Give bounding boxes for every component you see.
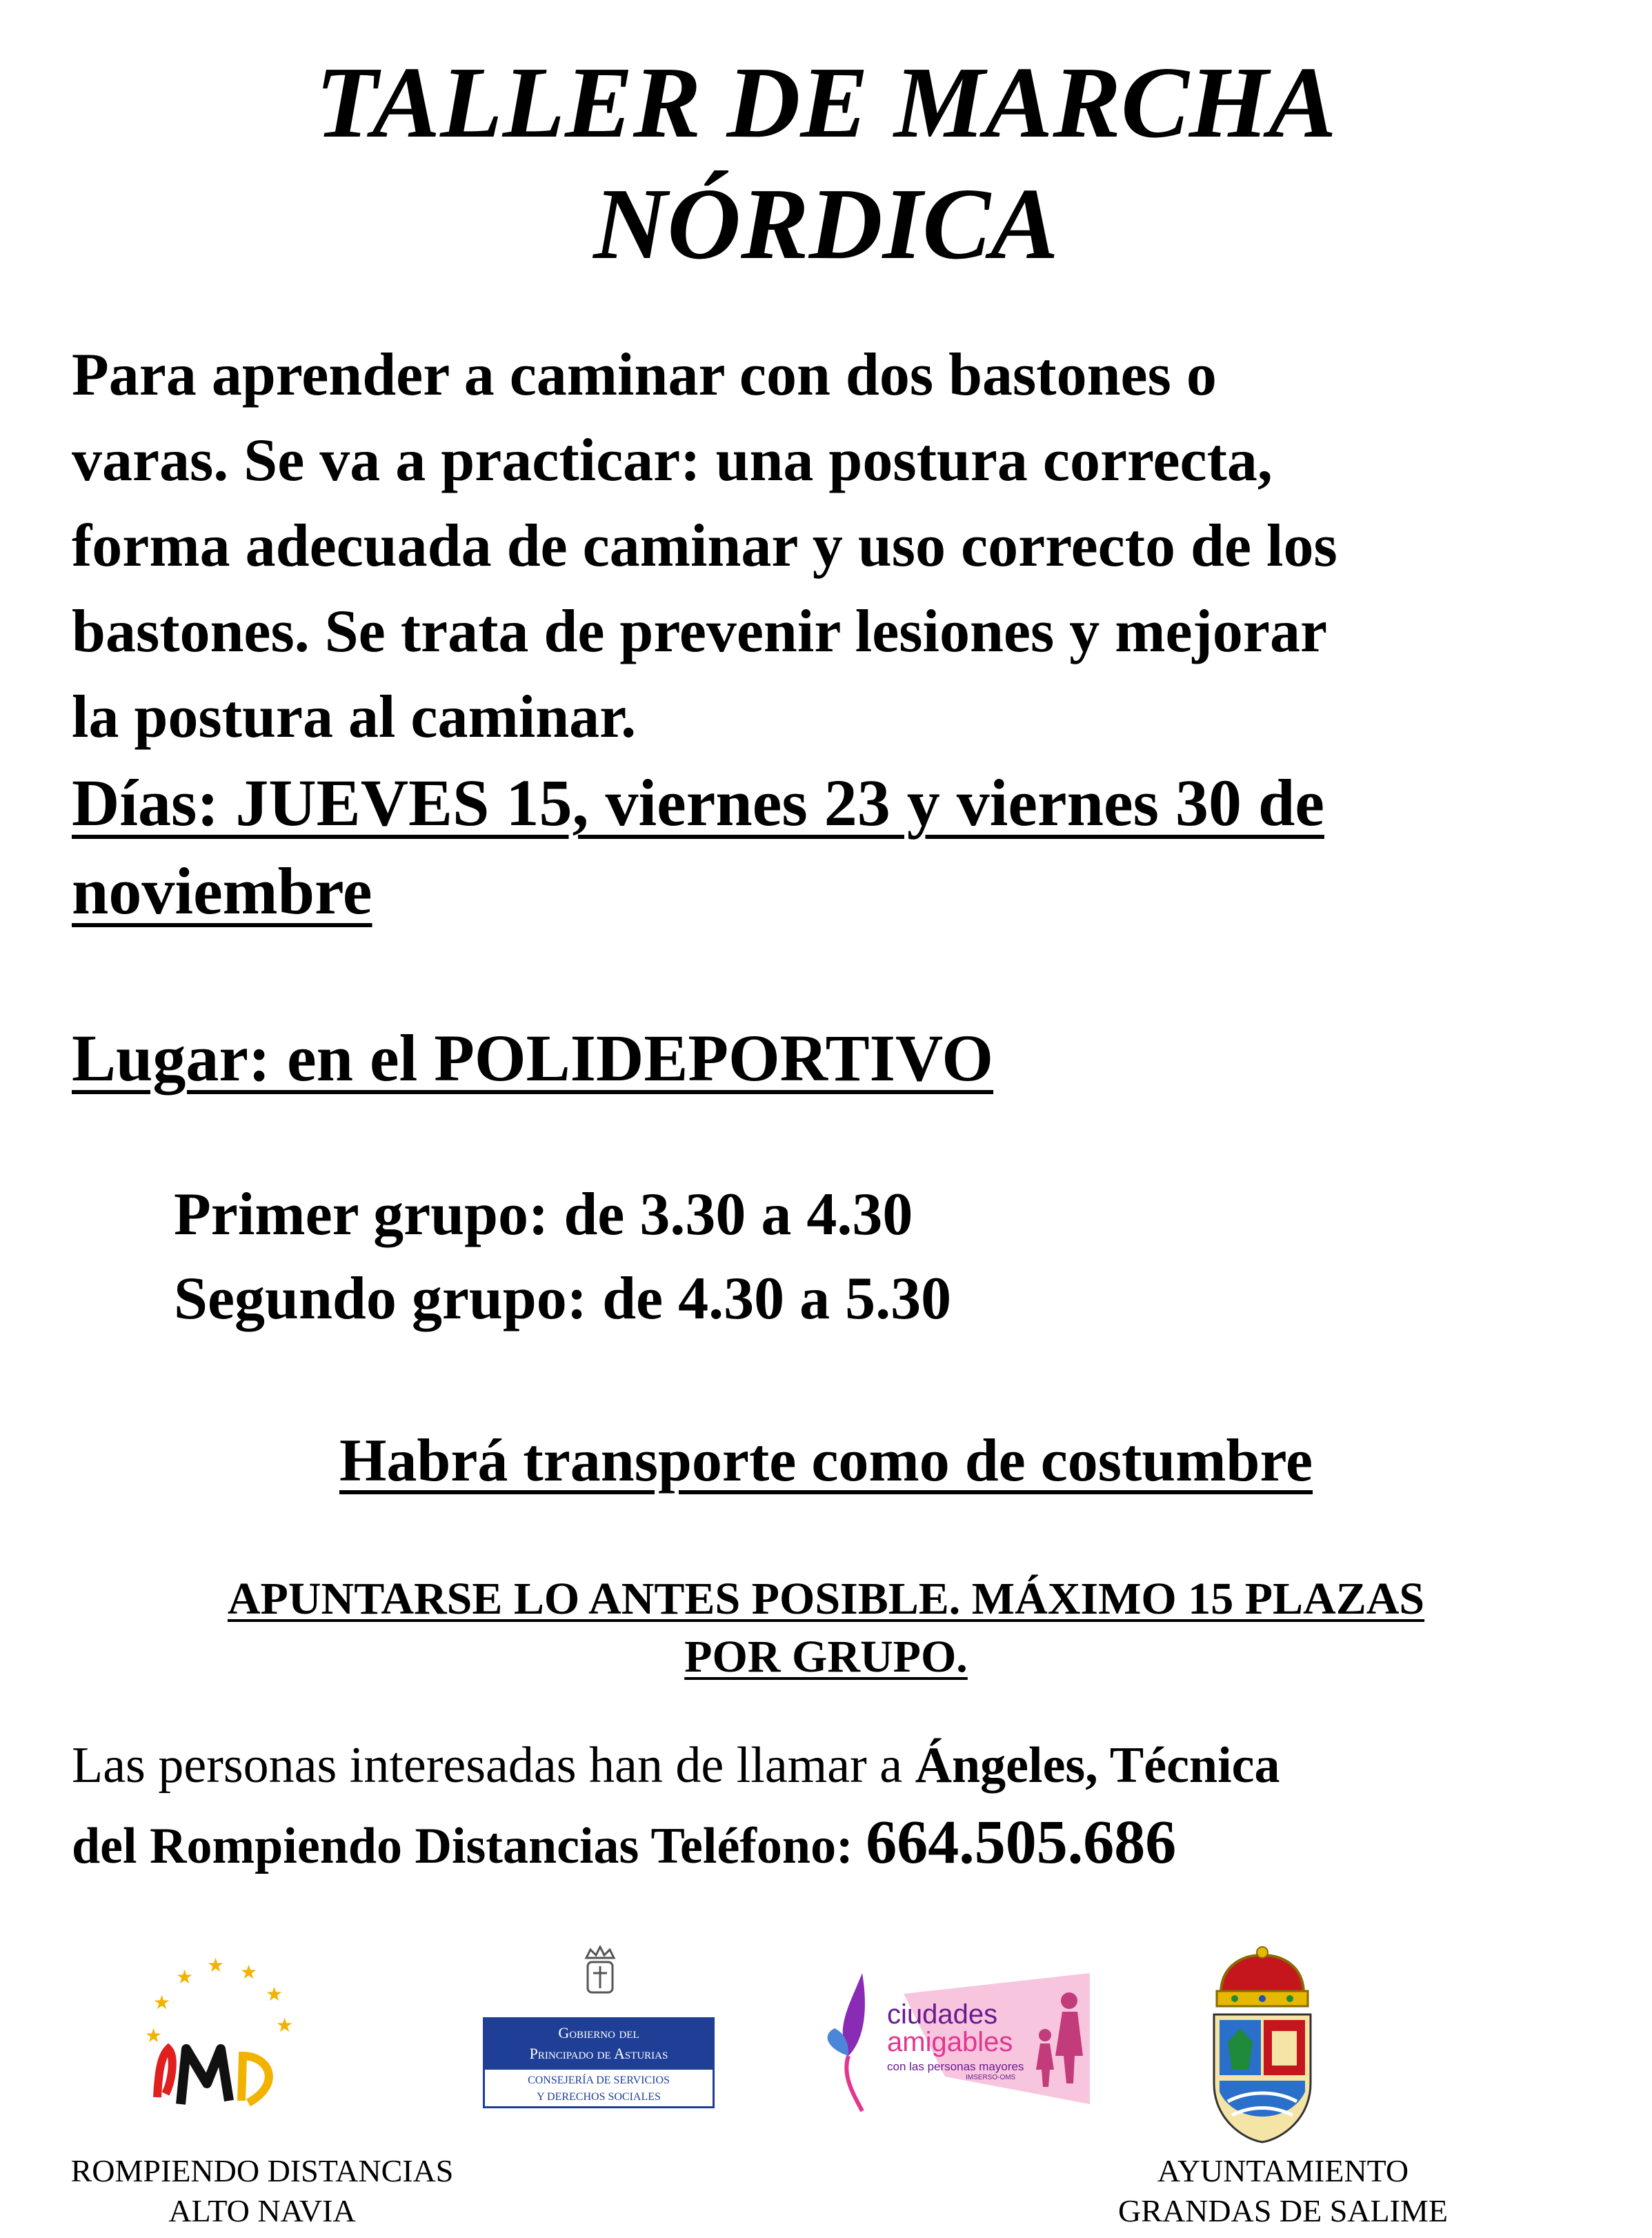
ayuntamiento-caption-line-2: GRANDAS DE SALIME xyxy=(1118,2193,1448,2228)
intro-line: Para aprender a caminar con dos bastones o xyxy=(72,341,1217,408)
ayuntamiento-caption-line-1: AYUNTAMIENTO xyxy=(1157,2153,1409,2188)
svg-text:★: ★ xyxy=(153,1991,171,2014)
transporte-row xyxy=(0,1417,1652,1505)
svg-text:★: ★ xyxy=(266,1983,283,2006)
coat-of-arms-icon xyxy=(1200,1945,1324,2146)
title-line-2: NÓRDICA xyxy=(593,168,1059,281)
transporte: Habrá transporte como de costumbre xyxy=(339,1427,1313,1494)
lugar: Lugar: en el POLIDEPORTIVO xyxy=(72,1021,994,1095)
svg-text:★: ★ xyxy=(240,1961,258,1983)
rmd-caption-line-1: ROMPIENDO DISTANCIAS xyxy=(70,2153,454,2188)
contacto-text: Las personas interesadas han de llamar a xyxy=(72,1737,915,1794)
intro-line: forma adecuada de caminar y uso correcto de los xyxy=(72,513,1337,580)
ayuntamiento-coat-of-arms xyxy=(1200,1945,1324,2146)
crown-shield-icon xyxy=(579,1945,621,2001)
rmd-caption-line-2: ALTO NAVIA xyxy=(168,2193,356,2228)
intro-line: bastones. Se trata de prevenir lesiones y mejorar xyxy=(72,598,1328,665)
aviso-line-2: POR GRUPO. xyxy=(684,1632,968,1682)
asturias-subtitle xyxy=(483,2070,715,2108)
contacto-line-2: del Rompiendo Distancias Teléfono: xyxy=(72,1818,866,1874)
asturias-banner xyxy=(483,2017,715,2070)
aviso-line-1: APUNTARSE LO ANTES POSIBLE. MÁXIMO 15 PLAZAS xyxy=(227,1574,1425,1624)
ciudades-word: ciudades xyxy=(887,1999,998,2030)
asturias-logo xyxy=(483,1945,717,2111)
primer-grupo: Primer grupo: de 3.30 a 4.30 xyxy=(174,1181,913,1248)
phone-number: 664.505.686 xyxy=(866,1808,1177,1876)
rmd-logo xyxy=(138,1952,303,2125)
ayuntamiento-caption xyxy=(1062,2151,1504,2231)
intro-line: la postura al caminar. xyxy=(72,684,637,751)
rmd-caption xyxy=(41,2151,483,2231)
asturias-line-3: CONSEJERÍA DE SERVICIOS xyxy=(528,2074,670,2086)
intro-paragraph xyxy=(72,333,1624,760)
ciudades-imserso: IMSERSO-OMS xyxy=(966,2074,1016,2081)
asturias-line-4: Y DERECHOS SOCIALES xyxy=(537,2091,661,2103)
svg-text:★: ★ xyxy=(176,1965,194,1988)
dias-line-1: Días: JUEVES 15, viernes 23 y viernes 30 de xyxy=(72,766,1324,840)
rmd-stars-icon xyxy=(138,1952,303,2125)
asturias-line-2: Principado de Asturias xyxy=(529,2045,668,2062)
ciudades-subtitle: con las personas mayores xyxy=(887,2060,1024,2073)
svg-text:★: ★ xyxy=(276,2014,294,2037)
amigables-word: amigables xyxy=(887,2027,1013,2057)
title-line-1: TALLER DE MARCHA xyxy=(315,46,1337,159)
svg-text:★: ★ xyxy=(207,1954,225,1977)
dias-line-2: noviembre xyxy=(72,854,372,928)
asturias-line-1: Gobierno del xyxy=(558,2024,639,2041)
svg-text:★: ★ xyxy=(145,2024,163,2047)
intro-line: varas. Se va a practicar: una postura correcta, xyxy=(72,427,1273,494)
ciudades-amigables-logo xyxy=(821,1966,1097,2118)
contacto xyxy=(72,1727,1624,1884)
segundo-grupo: Segundo grupo: de 4.30 a 5.30 xyxy=(174,1265,952,1332)
contacto-name: Ángeles, Técnica xyxy=(915,1737,1280,1794)
